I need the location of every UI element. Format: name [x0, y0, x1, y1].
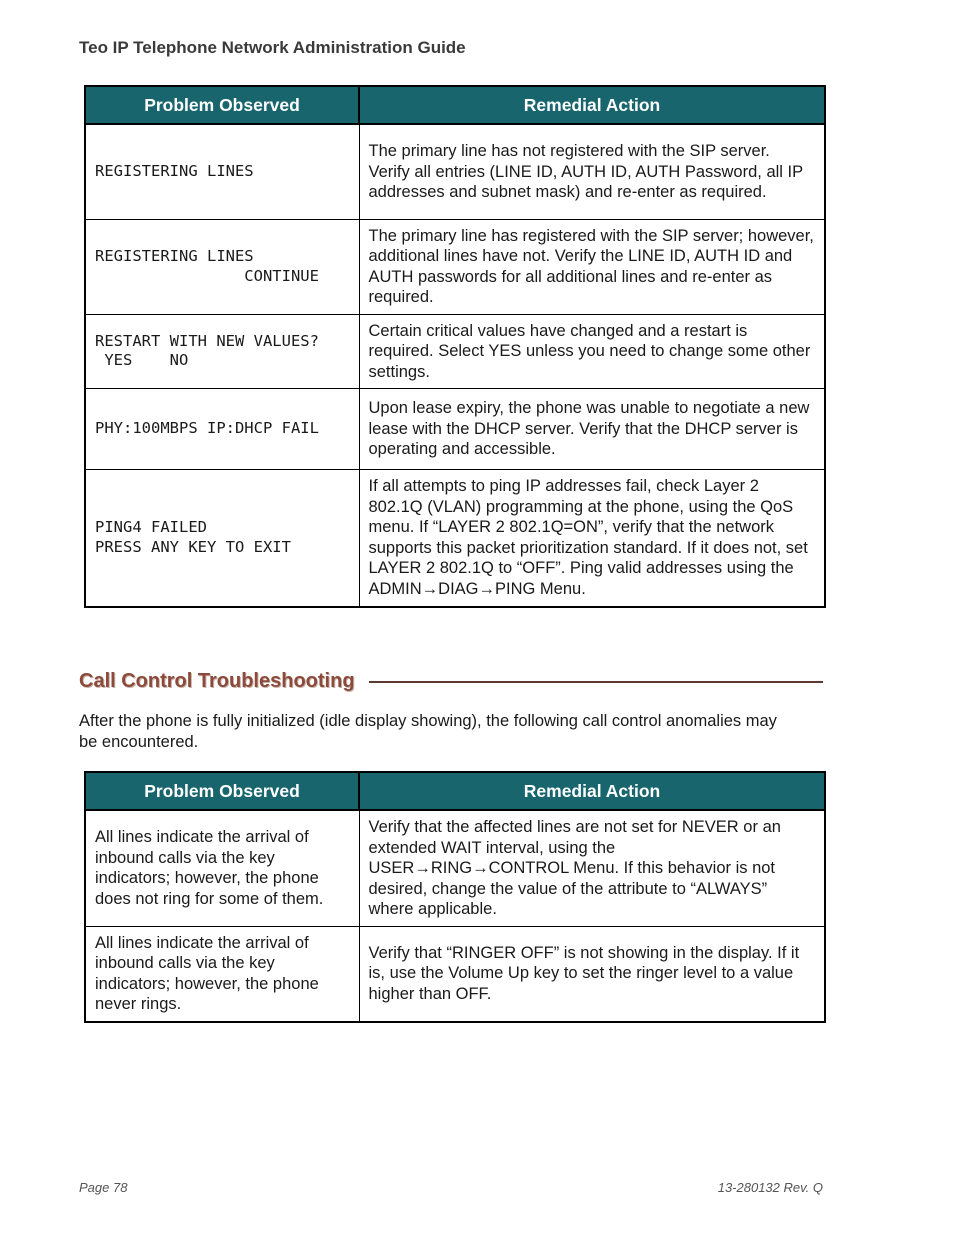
column-header-action: Remedial Action: [359, 772, 825, 810]
section-title: Call Control Troubleshooting: [79, 669, 355, 692]
action-cell: Certain critical values have changed and a restart is required. Select YES unless you need to change some other settings.: [359, 314, 825, 389]
problem-cell: REGISTERING LINES CONTINUE: [85, 219, 359, 314]
section-rule: [369, 681, 823, 683]
table-row: [85, 470, 825, 607]
document-number: 13-280132 Rev. Q: [717, 1180, 823, 1195]
action-cell: Upon lease expiry, the phone was unable to negotiate a new lease with the DHCP server. Verify that the DHCP server is operating and accessible.: [359, 389, 825, 470]
action-cell: Verify that the affected lines are not set for NEVER or an extended WAIT interval, using the USER→RING→CONTROL Menu. If this behavior is not desired, change the value of the attribute to “ALWAYS” where applicable.: [359, 810, 825, 926]
table-row: [85, 389, 825, 470]
section-heading: [79, 667, 823, 695]
problem-cell: All lines indicate the arrival of inbound calls via the key indicators; however, the phone does not ring for some of them.: [85, 810, 359, 926]
table-row: [85, 810, 825, 926]
problem-cell: REGISTERING LINES: [85, 124, 359, 219]
action-cell: Verify that “RINGER OFF” is not showing in the display. If it is, use the Volume Up key to set the ringer level to a value higher than OFF.: [359, 926, 825, 1022]
column-header-problem: Problem Observed: [85, 772, 359, 810]
problem-cell: PING4 FAILED PRESS ANY KEY TO EXIT: [85, 470, 359, 607]
table-header-row: [85, 772, 825, 810]
table-row: [85, 219, 825, 314]
call-control-table: [84, 771, 826, 1023]
problem-cell: PHY:100MBPS IP:DHCP FAIL: [85, 389, 359, 470]
problem-cell: RESTART WITH NEW VALUES? YES NO: [85, 314, 359, 389]
page-number: Page 78: [79, 1180, 128, 1195]
table-row: [85, 314, 825, 389]
table-row: [85, 926, 825, 1022]
problem-cell: All lines indicate the arrival of inbound calls via the key indicators; however, the phone never rings.: [85, 926, 359, 1022]
action-cell: If all attempts to ping IP addresses fail, check Layer 2 802.1Q (VLAN) programming at the phone, using the QoS menu. If “LAYER 2 802.1Q=ON”, verify that the network supports this packet prioritization standard. If it does not, set LAYER 2 802.1Q to “OFF”. Ping valid addresses using the ADMIN→DIAG→PING Menu.: [359, 470, 825, 607]
action-cell: The primary line has registered with the SIP server; however, additional lines have not. Verify the LINE ID, AUTH ID and AUTH passwords for all additional lines and re-enter as required.: [359, 219, 825, 314]
action-cell: The primary line has not registered with the SIP server. Verify all entries (LINE ID, AUTH ID, AUTH Password, all IP addresses and subnet mask) and re-enter as required.: [359, 124, 825, 219]
column-header-problem: Problem Observed: [85, 86, 359, 124]
intro-paragraph: After the phone is fully initialized (idle display showing), the following call control anomalies may be encountered.: [79, 712, 777, 751]
table-row: [85, 124, 825, 219]
column-header-action: Remedial Action: [359, 86, 825, 124]
lcd-problems-table: [84, 85, 826, 608]
document-header: Teo IP Telephone Network Administration Guide: [79, 38, 466, 57]
table-header-row: [85, 86, 825, 124]
